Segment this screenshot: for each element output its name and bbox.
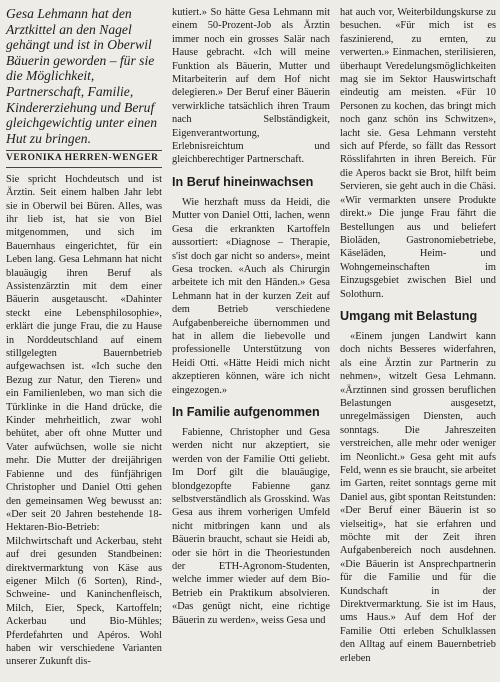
article-byline: VERONIKA HERREN-WENGER [6, 150, 162, 167]
paragraph: kutiert.» So hätte Gesa Lehmann mit einem 50-Prozent-Job als Ärztin immer noch ein grosses Salär nach Hause gebracht. «Ich will meine Funktion als Bäuerin, Mutter und Mitarbeiterin auf dem Hof nicht delegieren.» Der Beruf einer Bäuerin verwirkliche tatsächlich ihren Traum nach Selbständigkeit, Eigenverantwortung, Erlebnisreichtum und gleichberechtiger Partnerschaft. [172, 7, 330, 166]
paragraph: Wie herzhaft muss da Heidi, die Mutter von Daniel Otti, lachen, wenn Gesa die erkrankten Kartoffeln aussortiert: «Diagnose – Therapie, s'ist doch gar nicht so anders», meint Gesa trocken. «Auch als Chirurgin arbeitete ich mit den Händen.» Gesa Lehmann hat in der kurzen Zeit auf dem Betrieb verschiedene Aufgabenbereiche übernommen und hat in allem die liebevolle und professionelle Unterstützung von Heidi Otti. «Hätte Heidi mich nicht akzeptieren können, wäre ich nicht eingezogen.» [172, 196, 330, 396]
column-1 [6, 6, 162, 669]
article-lead: Gesa Lehmann hat den Arztkittel an den Nagel gehängt und ist in Oberwil Bäuerin geworden – für sie die Möglichkeit, Partnerschaft, Familie, Kindererziehung und Beruf gleichgewichtig unter einen Hut zu bringen. [6, 6, 157, 146]
column-2 [172, 6, 330, 627]
paragraph: hat auch vor, Weiterbildungskurse zu besuchen. «Für mich ist es faszinierend, zu ernten, zu verwerten.» Einmachen, sterilisieren, überhaupt Veredelungsmöglichkeiten mag sie im Sektor Hauswirtschaft eindeutig am meisten. «Für 10 Personen zu kochen, das bringt mich noch ganz schön ins Schwitzen», lacht sie. Gesa Lehmann versteht sich auf Pferde, so fällt das Ressort Rösslifahrten in ihren Bereich. Für die Aperos backt sie Brot, hilft beim Servieren, sie geht auch in die Chäsi. «Wir vermarkten unsere Produkte direkt.» Die junge Frau fährt die Bestellungen aus und beliefert Bioläden, Gastronomiebetriebe, Käseläden, Heim- und Wohngemeinschaften im Einzugsgebiet zwischen Biel und Solothurn. [340, 7, 496, 300]
subheading-belastung: Umgang mit Belastung [340, 308, 478, 323]
paragraph: Sie spricht Hochdeutsch und ist Ärztin. Seit einem halben Jahr lebt sie in Oberwil bei Büren. Alles, was ihr lieb ist, hat sie von Biel mitgenommen, und sich im Bauernhaus eingerichtet, für ein Leben lang. Gesa Lehmann hat nicht blauäugig ihren Beruf als Assistenzärztin mit dem einer Bäuerin ausgetauscht. «Dahinter steckt eine Lebensphilosophie», erklärt die junge Frau, die zu Hause in Norddeutschland auf einem stillgelegten Bauernbetrieb aufgewachsen ist. «Ich suche den Bezug zur Natur, den Tieren» und ein Familienleben, wo man sich die Türklinke in die Hand drücke, die Kinder mehrheitlich, zwar wohl behütet, aber oft ohne Mutter und Vater aufwüchsen, wolle sie nicht mehr. Die Mutter der dreijährigen Fabienne und des fünfjährigen Christopher und Daniel Otti gehen den gemeinsamen Weg bewusst an: «Der seit 20 Jahren bestehende 18-Hektaren-Bio-Betrieb: Milchwirtschaft und Ackerbau, steht auf drei gesunden Standbeinen: direktvermarktung von Käse aus eigener Milch (6 Sorten), Rind-, Schweine- und Kaninchenfleisch, Milch, Eier, Speck, Kartoffeln; Ackerbau und Bio-Mühles; Pferdefahrten und Apéros. Wohl haben wir verschiedene Varianten unserer Zukunft dis- [6, 173, 162, 668]
subheading-familie: In Familie aufgenommen [172, 404, 320, 419]
subheading-beruf: In Beruf hineinwachsen [172, 174, 314, 189]
paragraph: «Einem jungen Landwirt kann doch nichts Besseres widerfahren, als eine Ärztin zur Partnerin zu nehmen», witzelt Gesa Lehmann. «Ärztinnen sind grossen beruflichen Belastungen ausgesetzt, unregelmässigen Diensten, auch sonntags. Die Jahreszeiten verstreichen, alle mehr oder weniger im Neonlicht.» Gesa geht mit aufs Feld, wenn es sie braucht, sie arbeitet im Garten, reitet sonntags gerne mit Daniel aus, gibt spontan Reitstunden: «Der Beruf einer Bäuerin ist so vielseitig», hat sie erfahren und möchte mit der Zeit ihren Aufgabenbereich noch ausdehnen. «Die Bäuerin ist Ansprechpartnerin für die Familie und für die Kundschaft in der Direktvermarktung. Sie ist im Haus, ums Haus.» Auf dem Hof der Familie Otti erleben Schulklassen den Alltag auf einem Bauernbetrieb erleben [340, 330, 496, 664]
column-3 [340, 6, 496, 665]
paragraph: Fabienne, Christopher und Gesa werden nicht nur akzeptiert, sie werden von der Familie Otti geliebt. Im Dorf gilt die blauäugige, blondgezopfte Fabienne ganz selbstverständlich als Grosskind. Was Gesa aus ihrem vorherigen Umfeld nicht mitbringen kann und als Bäuerin braucht, schaut sie Heidi ab, oder sie hört in die Theoriestunden der ETH-Agronom-Studenten, welche immer wieder auf dem Bio-Betrieb ein Praktikum absolvieren. «Das genügt nicht, eine richtige Bäuerin zu werden», weiss Gesa und [172, 426, 330, 626]
